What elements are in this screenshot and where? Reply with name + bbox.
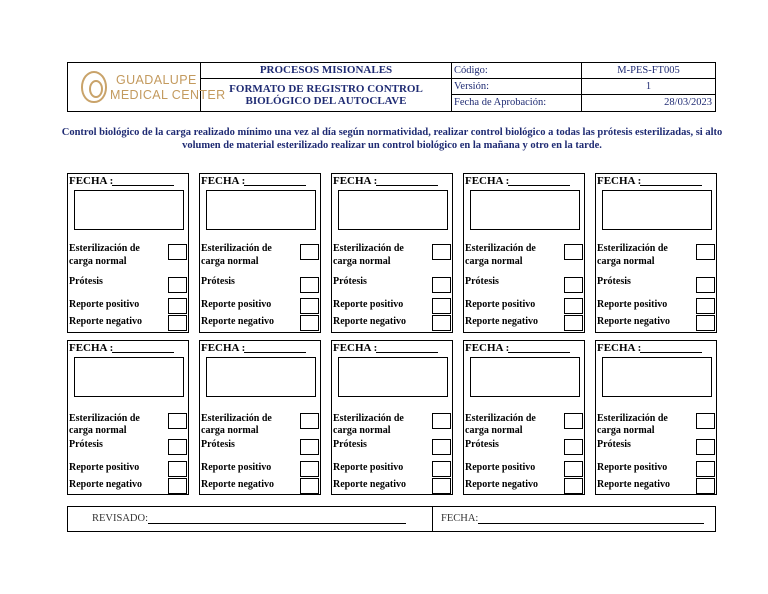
normal-load-label-line1: Esterilización de	[201, 243, 272, 254]
header-table	[67, 62, 716, 112]
normal-load-label-line1: Esterilización de	[465, 413, 536, 424]
card-date-label: FECHA :	[69, 175, 114, 187]
positive-report-checkbox[interactable]	[300, 461, 319, 477]
code-label: Código:	[452, 63, 582, 79]
positive-report-label: Reporte positivo	[69, 462, 140, 473]
positive-report-checkbox[interactable]	[564, 461, 583, 477]
normal-load-label-line1: Esterilización de	[597, 243, 668, 254]
card-date-label: FECHA :	[597, 342, 642, 354]
normal-load-checkbox[interactable]	[300, 413, 319, 429]
negative-report-checkbox[interactable]	[300, 315, 319, 331]
record-card	[595, 340, 717, 495]
form-title: FORMATO DE REGISTRO CONTROL BIOLÓGICO DEL AUTOCLAVE	[201, 79, 452, 111]
normal-load-checkbox[interactable]	[168, 244, 187, 260]
approval-date-value: 28/03/2023	[664, 97, 712, 108]
approval-date-label: Fecha de Aprobación:	[452, 95, 582, 111]
negative-report-label: Reporte negativo	[333, 479, 407, 490]
card-date-field[interactable]	[376, 185, 438, 186]
positive-report-label: Reporte positivo	[597, 299, 668, 310]
positive-report-label: Reporte positivo	[465, 462, 536, 473]
normal-load-label-line1: Esterilización de	[69, 243, 140, 254]
positive-report-checkbox[interactable]	[696, 298, 715, 314]
card-date-label: FECHA :	[201, 342, 246, 354]
normal-load-label-line1: Esterilización de	[201, 413, 272, 424]
record-card	[67, 340, 189, 495]
positive-report-label: Reporte positivo	[333, 299, 404, 310]
negative-report-checkbox[interactable]	[168, 315, 187, 331]
normal-load-checkbox[interactable]	[432, 413, 451, 429]
prosthesis-checkbox[interactable]	[696, 277, 715, 293]
sticker-box[interactable]	[470, 357, 580, 397]
normal-load-label-line2: carga normal	[201, 256, 259, 267]
normal-load-label-line1: Esterilización de	[597, 413, 668, 424]
prosthesis-checkbox[interactable]	[696, 439, 715, 455]
version-value: 1	[582, 79, 715, 95]
code-value: M-PES-FT005	[582, 63, 715, 79]
normal-load-checkbox[interactable]	[300, 244, 319, 260]
prosthesis-label: Prótesis	[333, 276, 367, 287]
negative-report-label: Reporte negativo	[597, 316, 671, 327]
card-date-label: FECHA :	[465, 175, 510, 187]
normal-load-label-line2: carga normal	[333, 425, 391, 436]
record-card	[463, 340, 585, 495]
normal-load-label-line2: carga normal	[333, 256, 391, 267]
positive-report-label: Reporte positivo	[201, 299, 272, 310]
sticker-box[interactable]	[338, 190, 448, 230]
sticker-box[interactable]	[338, 357, 448, 397]
sticker-box[interactable]	[206, 357, 316, 397]
positive-report-checkbox[interactable]	[168, 298, 187, 314]
instructions-text: Control biológico de la carga realizado mínimo una vez al día según normatividad, realizar control biológico a todas las prótesis esterilizadas, si alto volumen de material esterilizado realizar un control biológico en la mañana y otro en la tarde.	[61, 127, 723, 151]
card-date-field[interactable]	[640, 352, 702, 353]
normal-load-checkbox[interactable]	[564, 413, 583, 429]
prosthesis-label: Prótesis	[333, 439, 367, 450]
card-date-label: FECHA :	[201, 175, 246, 187]
card-date-label: FECHA :	[69, 342, 114, 354]
normal-load-checkbox[interactable]	[696, 413, 715, 429]
negative-report-label: Reporte negativo	[201, 316, 275, 327]
normal-load-checkbox[interactable]	[696, 244, 715, 260]
prosthesis-checkbox[interactable]	[300, 439, 319, 455]
reviewed-signature-line[interactable]	[148, 523, 406, 524]
prosthesis-checkbox[interactable]	[300, 277, 319, 293]
sticker-box[interactable]	[470, 190, 580, 230]
prosthesis-checkbox[interactable]	[432, 439, 451, 455]
logo-emblem-icon	[81, 71, 107, 103]
prosthesis-label: Prótesis	[465, 276, 499, 287]
negative-report-label: Reporte negativo	[201, 479, 275, 490]
logo-text-line2: MEDICAL CENTER	[110, 88, 226, 102]
positive-report-checkbox[interactable]	[696, 461, 715, 477]
prosthesis-label: Prótesis	[69, 439, 103, 450]
card-date-field[interactable]	[244, 185, 306, 186]
card-date-label: FECHA :	[333, 175, 378, 187]
positive-report-checkbox[interactable]	[432, 461, 451, 477]
normal-load-label-line2: carga normal	[465, 256, 523, 267]
record-card	[199, 340, 321, 495]
normal-load-checkbox[interactable]	[168, 413, 187, 429]
card-date-field[interactable]	[376, 352, 438, 353]
normal-load-label-line2: carga normal	[597, 425, 655, 436]
prosthesis-label: Prótesis	[201, 439, 235, 450]
positive-report-label: Reporte positivo	[333, 462, 404, 473]
normal-load-checkbox[interactable]	[432, 244, 451, 260]
record-card	[331, 340, 453, 495]
process-name: PROCESOS MISIONALES	[201, 63, 452, 79]
negative-report-label: Reporte negativo	[333, 316, 407, 327]
card-date-label: FECHA :	[465, 342, 510, 354]
card-date-field[interactable]	[112, 352, 174, 353]
normal-load-label-line1: Esterilización de	[333, 243, 404, 254]
prosthesis-label: Prótesis	[69, 276, 103, 287]
negative-report-checkbox[interactable]	[432, 315, 451, 331]
negative-report-checkbox[interactable]	[432, 478, 451, 494]
normal-load-label-line2: carga normal	[201, 425, 259, 436]
positive-report-checkbox[interactable]	[168, 461, 187, 477]
prosthesis-label: Prótesis	[597, 276, 631, 287]
record-card	[199, 173, 321, 333]
prosthesis-checkbox[interactable]	[168, 277, 187, 293]
negative-report-checkbox[interactable]	[564, 478, 583, 494]
prosthesis-label: Prótesis	[597, 439, 631, 450]
normal-load-checkbox[interactable]	[564, 244, 583, 260]
positive-report-checkbox[interactable]	[300, 298, 319, 314]
negative-report-checkbox[interactable]	[696, 315, 715, 331]
prosthesis-label: Prótesis	[465, 439, 499, 450]
sticker-box[interactable]	[602, 357, 712, 397]
record-card	[595, 173, 717, 333]
sticker-box[interactable]	[602, 190, 712, 230]
positive-report-label: Reporte positivo	[465, 299, 536, 310]
sticker-box[interactable]	[74, 357, 184, 397]
card-date-field[interactable]	[244, 352, 306, 353]
positive-report-label: Reporte positivo	[201, 462, 272, 473]
prosthesis-checkbox[interactable]	[564, 277, 583, 293]
prosthesis-checkbox[interactable]	[432, 277, 451, 293]
negative-report-label: Reporte negativo	[465, 316, 539, 327]
card-date-field[interactable]	[640, 185, 702, 186]
negative-report-label: Reporte negativo	[69, 316, 143, 327]
card-date-field[interactable]	[112, 185, 174, 186]
negative-report-checkbox[interactable]	[168, 478, 187, 494]
normal-load-label-line1: Esterilización de	[333, 413, 404, 424]
card-date-label: FECHA :	[333, 342, 378, 354]
negative-report-checkbox[interactable]	[564, 315, 583, 331]
normal-load-label-line2: carga normal	[597, 256, 655, 267]
footer-divider	[432, 507, 433, 531]
negative-report-label: Reporte negativo	[465, 479, 539, 490]
reviewed-label: REVISADO:	[92, 513, 149, 524]
card-date-field[interactable]	[508, 185, 570, 186]
negative-report-checkbox[interactable]	[300, 478, 319, 494]
card-date-label: FECHA :	[597, 175, 642, 187]
negative-report-checkbox[interactable]	[696, 478, 715, 494]
normal-load-label-line1: Esterilización de	[69, 413, 140, 424]
card-date-field[interactable]	[508, 352, 570, 353]
negative-report-label: Reporte negativo	[69, 479, 143, 490]
positive-report-label: Reporte positivo	[69, 299, 140, 310]
positive-report-checkbox[interactable]	[432, 298, 451, 314]
prosthesis-checkbox[interactable]	[168, 439, 187, 455]
sticker-box[interactable]	[206, 190, 316, 230]
footer-date-label: FECHA:	[441, 513, 479, 524]
normal-load-label-line2: carga normal	[69, 425, 127, 436]
prosthesis-label: Prótesis	[201, 276, 235, 287]
normal-load-label-line1: Esterilización de	[465, 243, 536, 254]
record-card	[463, 173, 585, 333]
logo-text-line1: GUADALUPE	[116, 73, 197, 87]
footer-date-line[interactable]	[478, 523, 704, 524]
logo	[68, 63, 226, 111]
positive-report-checkbox[interactable]	[564, 298, 583, 314]
sticker-box[interactable]	[74, 190, 184, 230]
signature-footer	[67, 506, 716, 532]
normal-load-label-line2: carga normal	[465, 425, 523, 436]
positive-report-label: Reporte positivo	[597, 462, 668, 473]
version-label: Versión:	[452, 79, 582, 95]
record-card	[331, 173, 453, 333]
negative-report-label: Reporte negativo	[597, 479, 671, 490]
record-card	[67, 173, 189, 333]
normal-load-label-line2: carga normal	[69, 256, 127, 267]
prosthesis-checkbox[interactable]	[564, 439, 583, 455]
